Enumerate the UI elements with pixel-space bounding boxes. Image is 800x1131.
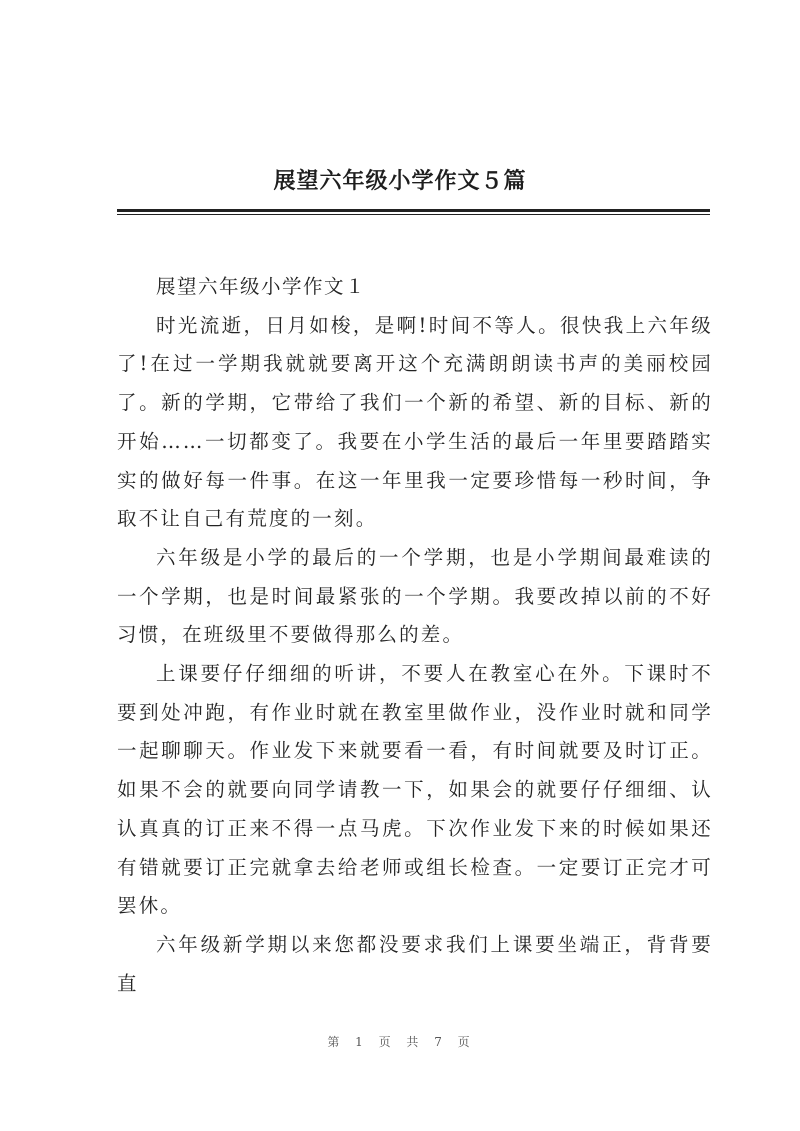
- paragraph: 上课要仔仔细细的听讲，不要人在教室心在外。下课时不要到处冲跑，有作业时就在教室里做作业，没作业时就和同学一起聊聊天。作业发下来就要看一看，有时间就要及时订正。如果不会的就要向同学请教一下，如果会的就要仔仔细细、认认真真的订正来不得一点马虎。下次作业发下来的时候如果还有错就要订正完就拿去给老师或组长检查。一定要订正完才可罢休。: [117, 662, 713, 918]
- document-body: [117, 268, 713, 1003]
- page-number-footer: 第 1 页 共 7 页: [327, 1035, 473, 1049]
- document-title: 展望六年级小学作文５篇: [273, 168, 527, 194]
- section-heading: 展望六年级小学作文１: [156, 275, 367, 298]
- paragraph: 六年级新学期以来您都没要求我们上课要坐端正，背背要直: [117, 932, 713, 995]
- paragraph: 六年级是小学的最后的一个学期，也是小学期间最难读的一个学期，也是时间最紧张的一个学期。我要改掉以前的不好习惯，在班级里不要做得那么的差。: [117, 545, 713, 647]
- title-rule-thick: [117, 209, 710, 212]
- paragraph: 时光流逝，日月如梭，是啊!时间不等人。很快我上六年级了!在过一学期我就就要离开这个充满朗朗读书声的美丽校园了。新的学期，它带给了我们一个新的希望、新的目标、新的开始……一切都变了。我要在小学生活的最后一年里要踏踏实实的做好每一件事。在这一年里我一定要珍惜每一秒时间，争取不让自己有荒度的一刻。: [117, 313, 713, 531]
- title-rule-thin: [117, 214, 710, 215]
